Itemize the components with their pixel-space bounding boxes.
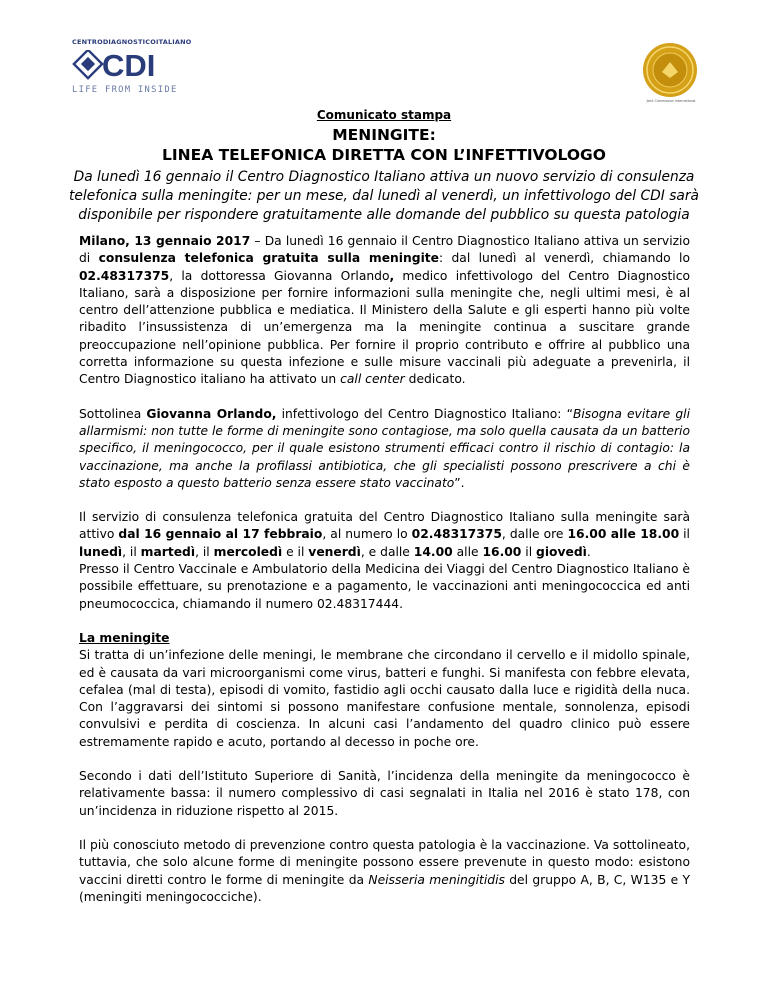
text-span: il (521, 544, 537, 559)
bold-span: , (389, 268, 395, 283)
dateline: Milano, 13 gennaio 2017 (79, 234, 251, 248)
title-block (60, 107, 708, 225)
text-span: , il (195, 544, 214, 559)
press-release-label: Comunicato stampa (316, 108, 452, 122)
quote-text: Bisogna evitare gli allarmismi: non tutte le forme di meningite sono contagiose, ma solo quella causata da un batterio specifico, il meningococco, per il quale esistono strumenti efficaci contro il rischio di contagio: la vaccinazione, ma anche la profilassi antibiotica, che gli specialisti possono prescrivere a chi è stato esposto a questo batterio senza essere stato vaccinato (79, 406, 690, 490)
cdi-logo-mark (72, 50, 190, 82)
text-span: . (586, 544, 591, 559)
section-heading: La meningite (79, 630, 170, 645)
text-span: dedicato. (404, 372, 466, 387)
text-span: : dal lunedì al venerdì, chiamando lo (439, 251, 690, 266)
phone-number: 02.48317375 (411, 527, 502, 542)
paragraph-meningitis (79, 630, 690, 751)
text-span: e il (282, 544, 309, 559)
title-line-1: MENINGITE: (332, 126, 436, 144)
bold-span: consulenza telefonica gratuita sulla meningite (98, 251, 440, 266)
text-span: Il più conosciuto metodo di prevenzione contro questa patologia è la vaccinazione. Va sottolineato, tuttavia, che solo alcune forme di meningite possono essere prevenute in questo modo: esistono vaccini diretti contro le forme di meningite da (79, 837, 690, 887)
speaker-name: Giovanna Orlando, (146, 406, 277, 421)
phone-number: 02.48317375 (79, 268, 170, 283)
text-span: Sottolinea (79, 406, 147, 421)
text-span: infettivologo del Centro Diagnostico Italiano: “ (276, 406, 573, 421)
text-span: , dalle ore (501, 527, 568, 542)
paragraph-statistics (79, 768, 690, 820)
jci-seal-icon (642, 42, 698, 98)
title-line-2: LINEA TELEFONICA DIRETTA CON L’INFETTIVOLOGO (162, 146, 606, 164)
text-span: Si tratta di un’infezione delle meningi, le membrane che circondano il cervello e il midollo spinale, ed è causata da vari microorganismi come virus, batteri e funghi. Si manifesta con febbre elevata, cefalea (mal di testa), episodi di vomito, fastidio agli occhi causato dalla luce e rigidità della nuca. Con l’aggravarsi dei sintomi si possono manifestare confusione mentale, sonnolenza, episodi convulsivi e perdita di coscienza. In alcuni casi l’andamento del quadro clinico può essere estremamente rapido e acuto, portando al decesso in poche ore. (79, 648, 690, 749)
italic-span: Neisseria meningitidis (368, 872, 505, 887)
bold-span: dal 16 gennaio al 17 febbraio (118, 527, 323, 542)
text-span: , il (122, 544, 141, 559)
article-body (79, 233, 690, 906)
text-span: Presso il Centro Vaccinale e Ambulatorio della Medicina dei Viaggi del Centro Diagnostico Italiano è possibile effettuare, su prenotazione e a pagamento, le vaccinazioni anti meningococcica ed anti pneumococcica, chiamando il numero 02.48317444. (79, 562, 690, 611)
bold-span: lunedì (79, 544, 123, 559)
paragraph-prevention (79, 837, 690, 906)
text-span: alle (452, 544, 483, 559)
italic-span: call center (340, 372, 405, 387)
text-span: – Da lunedì 16 gennaio il Centro Diagnostico Italiano attiva un servizio di (79, 234, 691, 266)
text-span: il (679, 527, 690, 542)
bold-span: martedì (140, 544, 196, 559)
paragraph-quote (79, 406, 690, 492)
bold-span: mercoledì (213, 544, 283, 559)
text-span: , la dottoressa Giovanna Orlando (169, 268, 390, 283)
text-span: del gruppo A, B, C, W135 e Y (meningiti meningococciche). (79, 872, 690, 904)
brand-name-small: CENTRODIAGNOSTICOITALIANO (72, 38, 192, 46)
tagline: LIFE FROM INSIDE (72, 85, 178, 95)
text-span: Il servizio di consulenza telefonica gratuita del Centro Diagnostico Italiano sulla meningite sarà attivo (79, 510, 690, 542)
cdi-emblem-icon (74, 50, 102, 78)
text-span: , al numero lo (322, 527, 412, 542)
paragraph-intro (79, 233, 690, 389)
bold-span: 16.00 alle 18.00 (567, 527, 680, 542)
text-span: , e dalle (360, 544, 414, 559)
text-span: medico infettivologo del Centro Diagnostico Italiano, sarà a disposizione per fornire informazioni sulla meningite che, negli ultimi mesi, è al centro dell’attenzione pubblica e mediatica. Il Ministero della Salute e gli esperti hanno più volte ribadito l’insussistenza di un’emergenza ma la meningite continua a suscitare grande preoccupazione nell’opinione pubblica. Per fornire il proprio contributo e offrire al pubblico una corretta informazione su questa infezione e sulle misure vaccinali più adeguate a prevenirla, il Centro Diagnostico italiano ha attivato un (79, 268, 690, 387)
subtitle: Da lunedì 16 gennaio il Centro Diagnostico Italiano attiva un nuovo servizio di consulenza telefonica sulla meningite: per un mese, dal lunedì al venerdì, un infettivologo del CDI sarà disponibile per rispondere gratuitamente alle domande del pubblico su questa patologia (69, 169, 699, 223)
bold-span: 16.00 (482, 544, 522, 559)
bold-span: 14.00 (413, 544, 453, 559)
paragraph-service (79, 509, 690, 613)
cdi-logo-text: CDI (102, 50, 156, 82)
bold-span: giovedì (536, 544, 587, 559)
cdi-logo (72, 38, 192, 98)
bold-span: venerdì (308, 544, 361, 559)
seal-caption: Joint Commission International (646, 99, 696, 103)
text-span: ”. (454, 475, 465, 490)
text-span: Secondo i dati dell’Istituto Superiore di Sanità, l’incidenza della meningite da meningococco è relativamente bassa: il numero complessivo di casi segnalati in Italia nel 2016 è stato 178, con un’incidenza in riduzione rispetto al 2015. (79, 769, 690, 818)
